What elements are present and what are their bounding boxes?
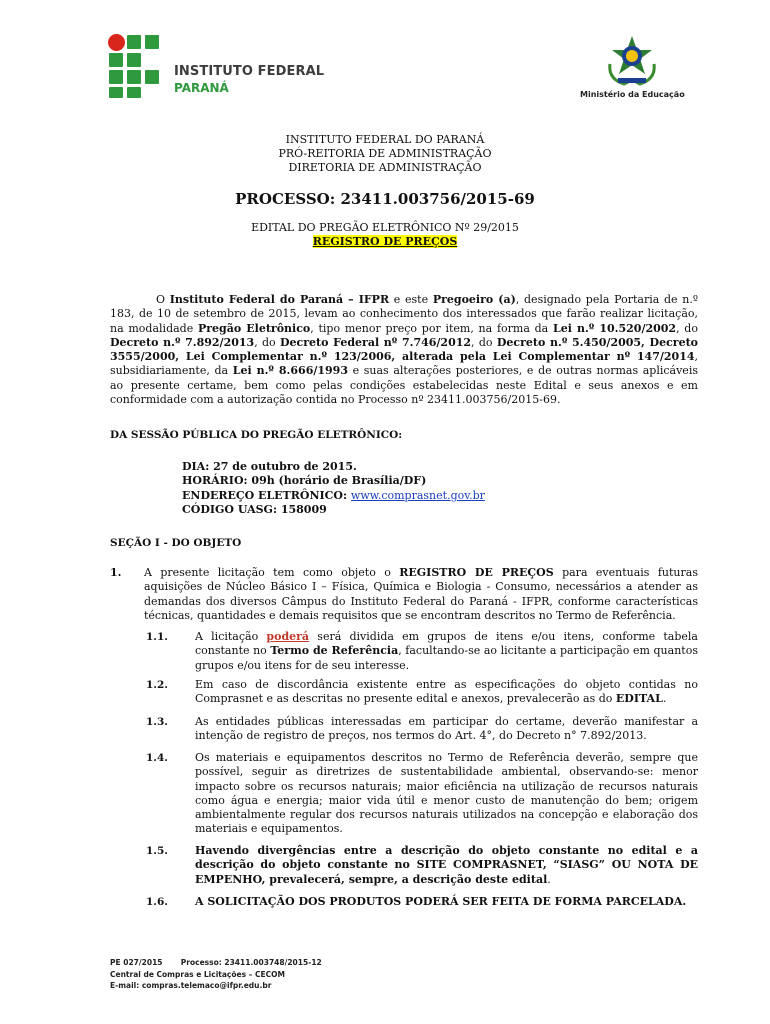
institution-name: INSTITUTO FEDERAL DO PARANÁ bbox=[285, 133, 485, 146]
registro-precos-highlight: REGISTRO DE PREÇOS bbox=[312, 235, 458, 248]
footer-cecom: Central de Compras e Licitações – CECOM bbox=[110, 969, 286, 979]
mec-label: Ministério da Educação bbox=[580, 90, 685, 99]
sessao-uasg: CÓDIGO UASG: 158009 bbox=[182, 503, 327, 517]
sessao-details bbox=[182, 460, 485, 518]
sub-item-number: 1.5. bbox=[146, 845, 168, 857]
secao-i-title: SEÇÃO I - DO OBJETO bbox=[110, 537, 242, 549]
process-number: PROCESSO: 23411.003756/2015-69 bbox=[235, 190, 535, 208]
page-footer bbox=[110, 957, 322, 992]
sessao-endereco: ENDEREÇO ELETRÔNICO: www.comprasnet.gov.br bbox=[182, 488, 485, 502]
brasao-icon bbox=[604, 34, 660, 88]
sub-item-number: 1.2. bbox=[146, 679, 168, 691]
edital-title: EDITAL DO PREGÃO ELETRÔNICO Nº 29/2015 bbox=[251, 221, 519, 234]
diretoria: DIRETORIA DE ADMINISTRAÇÃO bbox=[288, 161, 482, 174]
institution-heading bbox=[0, 133, 770, 175]
footer-processo: PE 027/2015 Processo: 23411.003748/2015-12 bbox=[110, 958, 322, 967]
comprasnet-link[interactable]: www.comprasnet.gov.br bbox=[350, 488, 485, 502]
mec-logo bbox=[580, 34, 684, 100]
sub-item-1-3: As entidades públicas interessadas em participar do certame, deverão manifestar a intenção de registro de preços, nos termos do Art. 4°, do Decreto n° 7.892/2013. bbox=[195, 715, 698, 743]
if-logo-name: INSTITUTO FEDERAL bbox=[174, 64, 325, 79]
if-logo-subname: PARANÁ bbox=[174, 81, 229, 95]
item-1-text: A presente licitação tem como objeto o REGISTRO DE PREÇOS para eventuais futuras aquisições de Núcleo Básico I – Física, Química e Biologia - Consumo, necessários a atender as demandas dos diversos Câmpus do Instituto Federal do Paraná - IFPR, conforme características técnicas, quantidades e demais requisitos que se encontram descritos no Termo de Referência. bbox=[144, 566, 698, 622]
sub-item-number: 1.6. bbox=[146, 896, 168, 908]
if-logo-mark bbox=[108, 34, 168, 98]
sessao-dia: DIA: 27 de outubro de 2015. bbox=[182, 460, 357, 473]
sub-item-1-2: Em caso de discordância existente entre as especificações do objeto contidas no Comprasnet e as descritas no presente edital e anexos, prevalecerão as do EDITAL. bbox=[195, 678, 698, 706]
sub-item-number: 1.1. bbox=[146, 631, 168, 643]
sub-item-1-1: A licitação poderá será dividida em grupos de itens e/ou itens, conforme tabela constante no Termo de Referência, facultando-se ao licitante a participação em quantos grupos e/ou itens for de seu interesse. bbox=[195, 630, 698, 672]
sessao-title: DA SESSÃO PÚBLICA DO PREGÃO ELETRÔNICO: bbox=[110, 429, 403, 441]
sub-item-1-5: Havendo divergências entre a descrição do objeto constante no edital e a descrição do objeto constante no SITE COMPRASNET, “SIASG” OU NOTA DE EMPENHO, prevalecerá, sempre, a descrição deste edital. bbox=[195, 844, 698, 886]
sub-item-1-6: A SOLICITAÇÃO DOS PRODUTOS PODERÁ SER FEITA DE FORMA PARCELADA. bbox=[195, 895, 687, 908]
sub-item-number: 1.4. bbox=[146, 752, 168, 764]
intro-paragraph: O Instituto Federal do Paraná – IFPR e este Pregoeiro (a), designado pela Portaria de n.º 183, de 10 de setembro de 2015, levam ao conhecimento dos interessados que farão realizar licitação, na modalidade Pregão Eletrônico, tipo menor preço por item, na forma da Lei n.º 10.520/2002, do Decreto n.º 7.892/2013, do Decreto Federal nº 7.746/2012, do Decreto n.º 5.450/2005, Decreto 3555/2000, Lei Complementar n.º 123/2006, alterada pela Lei Complementar nº 147/2014, subsidiariamente, da Lei n.º 8.666/1993 e suas alterações posteriores, e de outras normas aplicáveis ao presente certame, bem como pelas condições estabelecidas neste Edital e seus anexos e em conformidade com a autorização contida no Processo nº 23411.003756/2015-69. bbox=[110, 293, 699, 407]
sub-item-number: 1.3. bbox=[146, 716, 168, 728]
footer-email: E-mail: compras.telemaco@ifpr.edu.br bbox=[110, 981, 272, 990]
sessao-horario: HORÁRIO: 09h (horário de Brasília/DF) bbox=[182, 474, 427, 488]
edital-heading bbox=[0, 221, 770, 249]
item-1-number: 1. bbox=[110, 566, 122, 579]
sub-item-1-4: Os materiais e equipamentos descritos no Termo de Referência deverão, sempre que possível, seguir as diretrizes de sustentabilidade ambiental, observando-se: menor impacto sobre os recursos naturais; maior eficiência na utilização de recursos naturais como água e energia; maior vida útil e menor custo de manutenção do bem; origem ambientalmente regular dos recursos naturais utilizados na concepção e elaboração dos materiais e equipamentos. bbox=[195, 751, 698, 836]
if-logo bbox=[108, 34, 325, 104]
pro-reitoria: PRÓ-REITORIA DE ADMINISTRAÇÃO bbox=[278, 147, 492, 160]
